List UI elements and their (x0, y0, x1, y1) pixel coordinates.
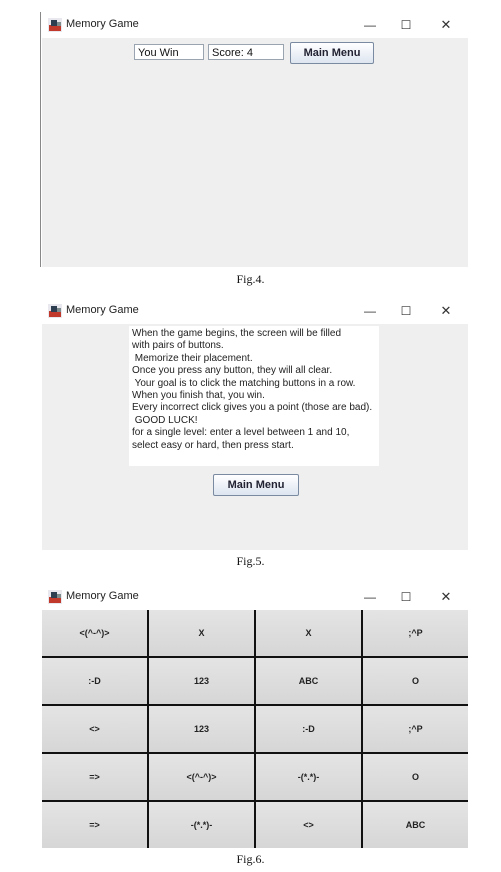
main-menu-button[interactable]: Main Menu (290, 42, 374, 64)
memory-card-button[interactable]: 123 (149, 706, 254, 752)
memory-card-button[interactable]: :-D (42, 658, 147, 704)
figure-caption: Fig.6. (236, 852, 265, 866)
memory-card-button[interactable]: O (363, 658, 468, 704)
instruction-line: for a single level: enter a level between 1 and 10, (132, 427, 350, 439)
memory-card-button[interactable]: X (256, 610, 361, 656)
memory-card-grid (42, 610, 468, 848)
minimize-icon[interactable]: — (364, 304, 376, 318)
memory-card-button[interactable]: ABC (256, 658, 361, 704)
instruction-line: Memorize their placement. (132, 352, 253, 364)
window-instructions (42, 298, 468, 550)
memory-card-button[interactable]: 123 (149, 658, 254, 704)
title-bar[interactable] (42, 12, 468, 38)
memory-card-button[interactable]: <(^-^)> (42, 610, 147, 656)
main-menu-button[interactable]: Main Menu (213, 474, 299, 496)
minimize-icon[interactable]: — (364, 590, 376, 604)
window-game-board (42, 584, 468, 848)
memory-card-button[interactable]: ;^P (363, 610, 468, 656)
instruction-line: When the game begins, the screen will be filled (132, 328, 342, 339)
instruction-line: Your goal is to click the matching buttons in a row. (132, 377, 356, 389)
memory-card-button[interactable]: X (149, 610, 254, 656)
left-edge-line (40, 12, 41, 267)
maximize-icon[interactable]: ☐ (400, 590, 412, 604)
memory-card-button[interactable]: => (42, 802, 147, 848)
memory-card-button[interactable]: <> (256, 802, 361, 848)
memory-card-button[interactable]: <> (42, 706, 147, 752)
minimize-icon[interactable]: — (364, 18, 376, 32)
memory-card-button[interactable]: :-D (256, 706, 361, 752)
memory-card-button[interactable]: ;^P (363, 706, 468, 752)
window-title: Memory Game (66, 304, 139, 316)
instruction-line: with pairs of buttons. (132, 340, 224, 352)
window-you-win (42, 12, 468, 267)
memory-card-button[interactable]: => (42, 754, 147, 800)
score-field[interactable]: Score: 4 (208, 44, 284, 60)
java-app-icon (48, 18, 62, 32)
close-icon[interactable]: ✕ (440, 589, 452, 604)
memory-card-button[interactable]: -(*.*)- (149, 802, 254, 848)
memory-card-button[interactable]: -(*.*)- (256, 754, 361, 800)
title-bar[interactable] (42, 298, 468, 324)
java-app-icon (48, 304, 62, 318)
maximize-icon[interactable]: ☐ (400, 304, 412, 318)
memory-card-button[interactable]: O (363, 754, 468, 800)
instructions-text-area[interactable] (129, 326, 379, 466)
java-app-icon (48, 590, 62, 604)
maximize-icon[interactable]: ☐ (400, 18, 412, 32)
window-title: Memory Game (66, 590, 139, 602)
instruction-line: select easy or hard, then press start. (132, 439, 294, 451)
status-field[interactable]: You Win (134, 44, 204, 60)
title-bar[interactable] (42, 584, 468, 610)
instruction-line: Once you press any button, they will all clear. (132, 365, 333, 377)
instruction-line: GOOD LUCK! (132, 414, 198, 426)
figure-caption: Fig.5. (236, 554, 265, 568)
figure-caption: Fig.4. (236, 272, 265, 286)
instruction-line: Every incorrect click gives you a point (those are bad). (132, 402, 373, 414)
memory-card-button[interactable]: ABC (363, 802, 468, 848)
close-icon[interactable]: ✕ (440, 17, 452, 32)
instruction-line: When you finish that, you win. (132, 390, 265, 402)
window-content (42, 38, 468, 267)
close-icon[interactable]: ✕ (440, 303, 452, 318)
window-title: Memory Game (66, 18, 139, 30)
memory-card-button[interactable]: <(^-^)> (149, 754, 254, 800)
window-content (42, 324, 468, 550)
